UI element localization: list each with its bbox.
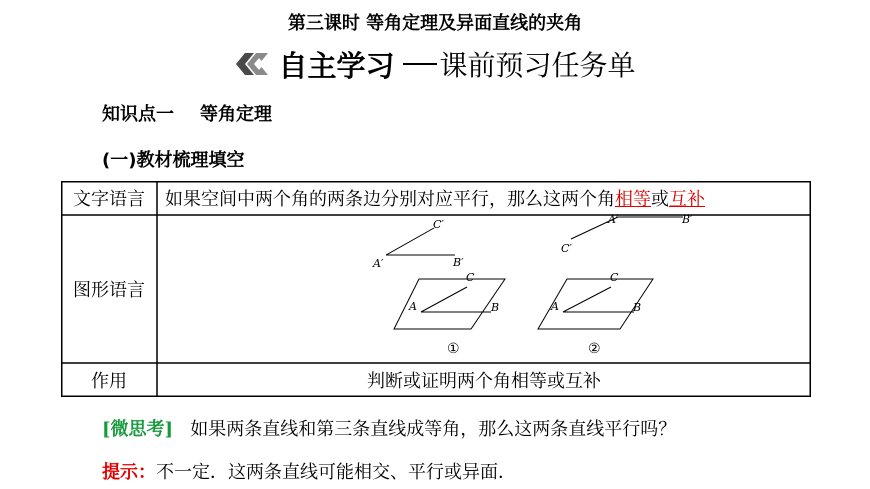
figures-area — [157, 215, 811, 363]
fig1-label-a-prime: A′ — [373, 257, 384, 270]
theorem-statement — [165, 181, 705, 215]
hint-tag: 提示： — [102, 462, 156, 483]
fig1-label-a: A — [409, 300, 417, 313]
fig2-label-b: B — [633, 301, 642, 314]
row-header-usage: 作用 — [91, 371, 127, 392]
fig1-label-b: B — [491, 301, 500, 314]
section-banner — [0, 44, 870, 84]
fig2-label-b-prime: B′ — [682, 215, 693, 226]
theorem-text: 如果空间中两个角的两条边分别对应平行，那么这两个角 — [165, 189, 615, 210]
answer-blank-equal: 相等 — [615, 189, 651, 210]
theorem-usage: 判断或证明两个角相等或互补 — [367, 371, 601, 392]
knowledge-point-label: 知识点一 — [102, 104, 174, 125]
fig2-label-c-prime: C′ — [561, 242, 572, 255]
micro-think-tag: [微思考] — [102, 419, 174, 440]
fig2-caption: ② — [588, 341, 601, 357]
subsection-heading: (一)教材梳理填空 — [102, 150, 245, 171]
micro-think-question: 如果两条直线和第三条直线成等角，那么这两条直线平行吗？ — [190, 419, 677, 440]
hint — [102, 458, 516, 484]
knowledge-point-name: 等角定理 — [200, 104, 272, 125]
banner-subtitle: 课前预习任务单 — [439, 49, 636, 82]
fig1-label-c-prime: C′ — [433, 218, 444, 231]
fig2-label-a: A — [551, 300, 559, 313]
knowledge-point-heading — [102, 100, 272, 126]
fig1-label-c: C — [466, 271, 475, 284]
fig2-label-c: C — [610, 271, 619, 284]
hint-answer: 不一定．这两条直线可能相交、平行或异面． — [156, 462, 516, 483]
fig2-label-a-prime: A′ — [608, 215, 619, 226]
banner-main-title: 自主学习 — [278, 48, 395, 83]
theorem-table — [61, 181, 811, 397]
fig1-label-b-prime: B′ — [453, 256, 464, 269]
figure-2 — [538, 215, 693, 357]
theorem-or: 或 — [651, 189, 669, 210]
row-header-text-language: 文字语言 — [73, 189, 145, 210]
lesson-title: 第三课时 等角定理及异面直线的夹角 — [287, 13, 583, 34]
micro-think — [102, 415, 676, 441]
answer-blank-supplementary: 互补 — [669, 189, 705, 210]
row-header-figure-language: 图形语言 — [73, 280, 145, 301]
section-logo-icon — [234, 49, 270, 79]
figure-1 — [372, 218, 505, 357]
banner-dash — [403, 63, 437, 65]
fig1-caption: ① — [447, 341, 460, 357]
